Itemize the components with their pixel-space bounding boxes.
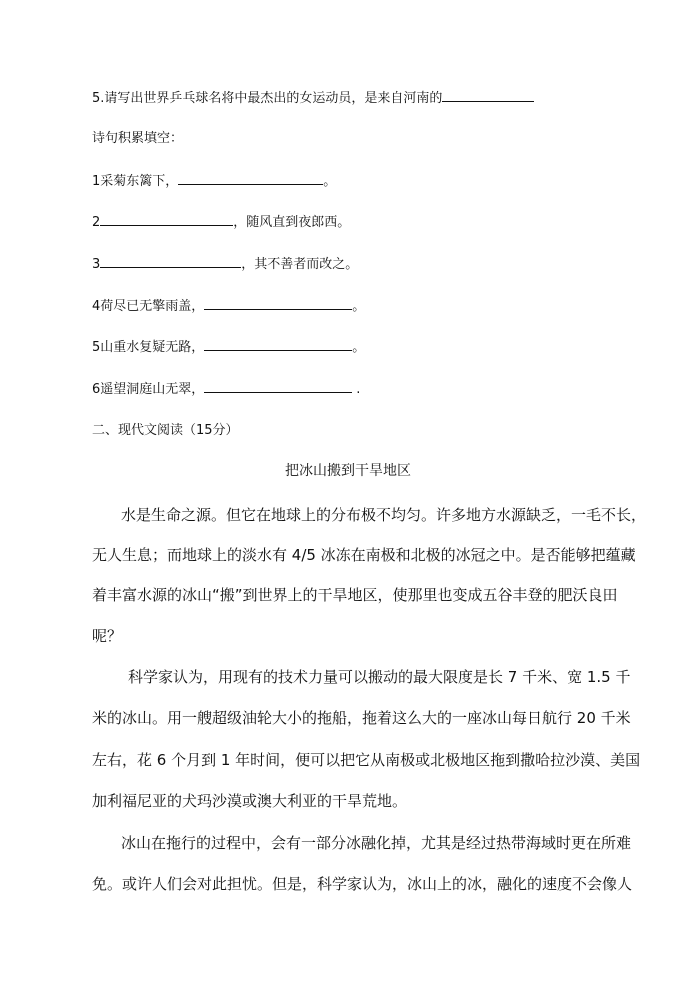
answer-blank (442, 89, 534, 102)
poem-item-prefix: 3 (92, 257, 101, 272)
answer-blank (204, 338, 352, 351)
article-line: 呢？ (92, 627, 123, 645)
poem-item-5 (92, 338, 365, 357)
poem-item-prefix: 5山重水复疑无路， (92, 340, 205, 355)
article-line: 米的冰山。用一艘超级油轮大小的拖船，拖着这么大的一座冰山每日航行 20 千米 (92, 709, 631, 727)
poem-item-suffix: 。 (352, 340, 366, 355)
poem-section-title: 诗句积累填空： (92, 131, 184, 146)
article-line: 水是生命之源。但它在地球上的分布极不均匀。许多地方水源缺乏，一毛不长， (121, 506, 647, 524)
poem-item-6 (92, 380, 360, 399)
poem-item-suffix: ，随风直到夜郎西。 (233, 215, 351, 230)
answer-blank (204, 380, 352, 393)
poem-item-suffix: 。 (323, 174, 337, 189)
article-line: 免。或许人们会对此担忧。但是，科学家认为，冰山上的冰，融化的速度不会像人 (92, 875, 633, 893)
poem-item-prefix: 4荷尽已无擎雨盖， (92, 299, 205, 314)
poem-item-suffix: ，其不善者而改之。 (241, 257, 359, 272)
poem-item-prefix: 2 (92, 215, 101, 230)
poem-item-suffix: . (356, 382, 361, 397)
question-5 (92, 89, 534, 108)
answer-blank (100, 213, 233, 226)
article-title: 把冰山搬到干旱地区 (285, 463, 411, 479)
answer-blank (100, 255, 241, 268)
article-line: 冰山在拖行的过程中，会有一部分冰融化掉，尤其是经过热带海域时更在所难 (121, 834, 632, 852)
question-5-text: 5.请写出世界乒乓球名将中最杰出的女运动员，是来自河南的 (92, 91, 443, 106)
section-heading: 二、现代文阅读（15分） (92, 423, 239, 438)
poem-item-prefix: 6遥望洞庭山无翠， (92, 382, 205, 397)
article-line: 无人生息；而地球上的淡水有 4/5 冰冻在南极和北极的冰冠之中。是否能够把蕴藏 (92, 546, 636, 564)
answer-blank (204, 297, 352, 310)
article-line: 左右，花 6 个月到 1 年时间，便可以把它从南极或北极地区拖到撒哈拉沙漠、美国 (92, 751, 641, 769)
article-line: 科学家认为，用现有的技术力量可以搬动的最大限度是长 7 千米、宽 1.5 千 (128, 668, 631, 686)
poem-item-4 (92, 297, 365, 316)
article-line: 着丰富水源的冰山“搬”到世界上的干旱地区，使那里也变成五谷丰登的肥沃良田 (92, 586, 618, 604)
article-line: 加利福尼亚的犬玛沙漠或澳大利亚的干旱荒地。 (92, 792, 408, 810)
poem-item-prefix: 1采菊东篱下， (92, 174, 179, 189)
poem-item-2 (92, 213, 350, 232)
poem-item-suffix: 。 (352, 299, 366, 314)
poem-item-1 (92, 172, 336, 191)
poem-item-3 (92, 255, 358, 274)
answer-blank (178, 172, 323, 185)
